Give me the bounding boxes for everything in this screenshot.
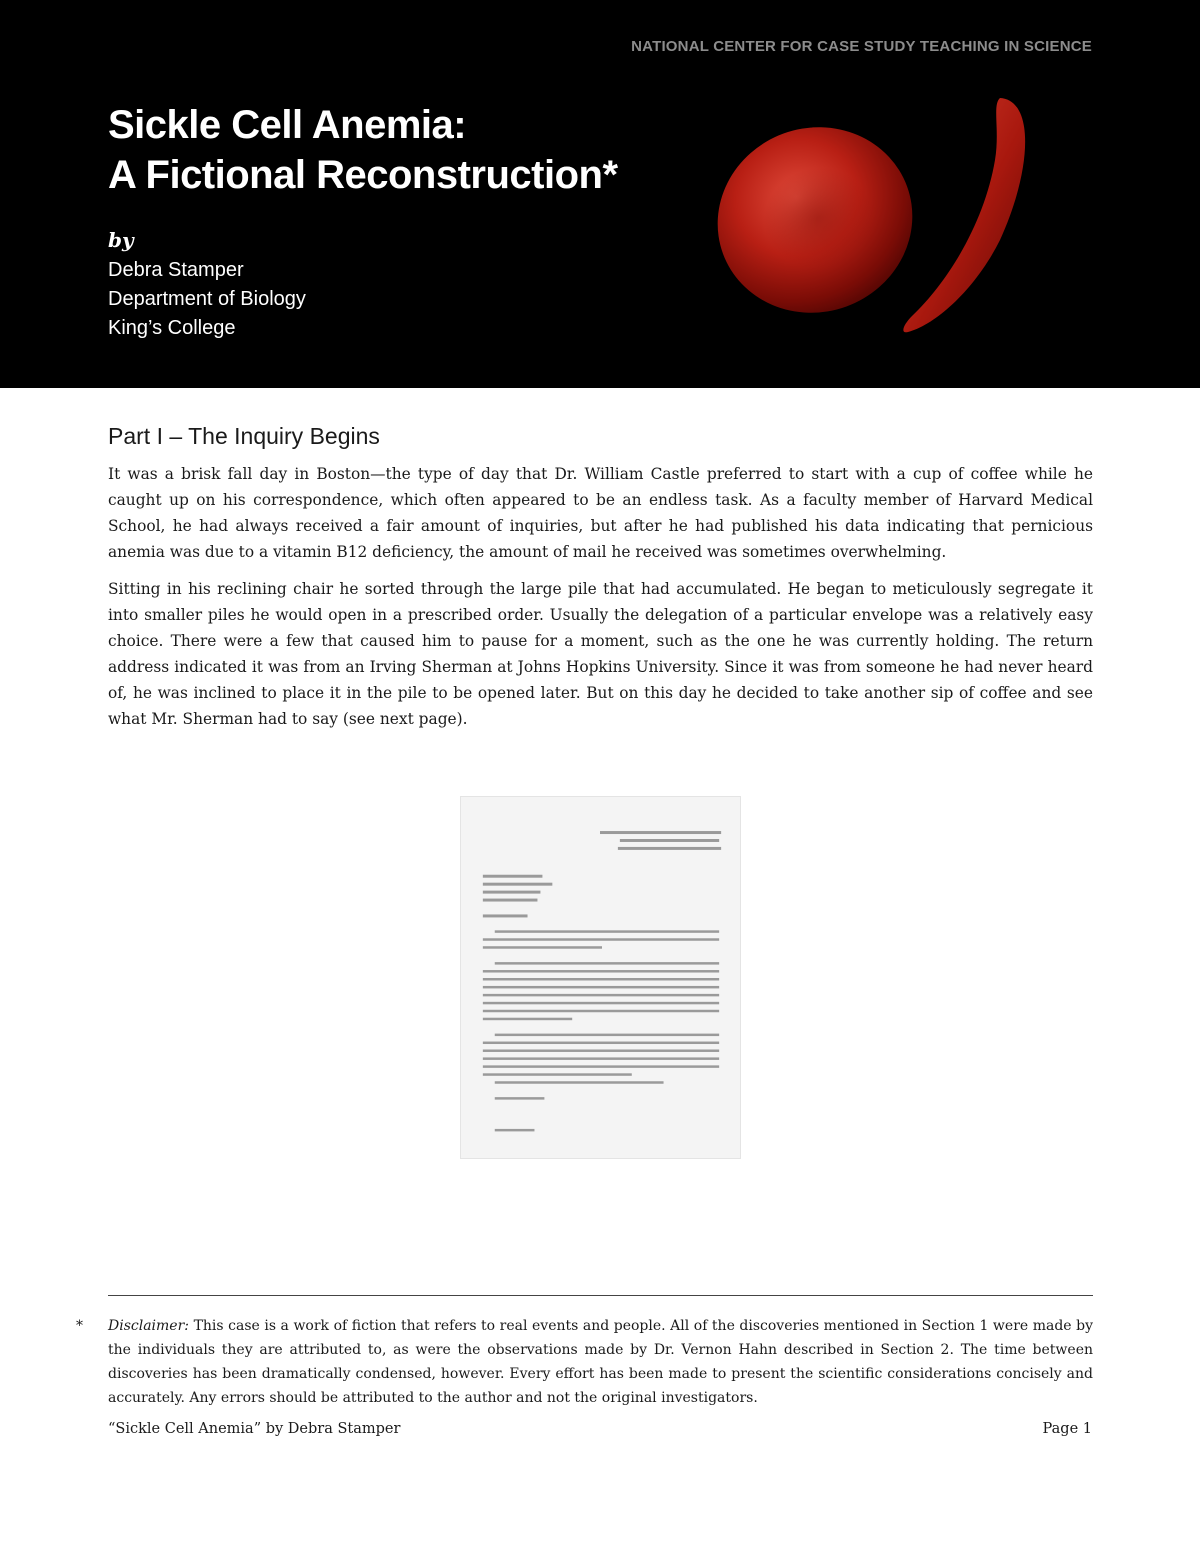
letter-scan-image bbox=[460, 796, 741, 1159]
disclaimer-label: Disclaimer: bbox=[108, 1318, 189, 1334]
author-name: Debra Stamper bbox=[108, 259, 244, 281]
document-title bbox=[108, 100, 728, 200]
title-line-1: Sickle Cell Anemia: bbox=[108, 103, 467, 147]
author-institution: King’s College bbox=[108, 317, 236, 339]
footnote-divider bbox=[108, 1295, 1093, 1296]
author-block bbox=[108, 256, 306, 343]
author-department: Department of Biology bbox=[108, 288, 306, 310]
title-line-2: A Fictional Reconstruction* bbox=[108, 153, 618, 197]
page-number: Page 1 bbox=[1042, 1421, 1092, 1437]
header-banner bbox=[0, 0, 1200, 388]
body-paragraph-2: Sitting in his reclining chair he sorted through the large pile that had accumulated. He began to meticulously segregate it into smaller piles he would open in a prescribed order. Usually the delegation of a particular envelope was a relatively easy choice. There were a few that caused him to pause for a moment, such as the one he was currently holding. The return address indicated it was from an Irving Sherman at Johns Hopkins University. Since it was from someone he had never heard of, he was inclined to place it in the pile to be opened later. But on this day he decided to take another sip of coffee and see what Mr. Sherman had to say (see next page). bbox=[108, 580, 1093, 728]
sickle-blood-cell bbox=[903, 98, 1025, 332]
body-paragraph-1: It was a brisk fall day in Boston—the type of day that Dr. William Castle preferred to start with a cup of coffee while he caught up on his correspondence, which often appeared to be an endless task. As a faculty member of Harvard Medical School, he had always received a fair amount of inquiries, but after he had published his data indicating that pernicious anemia was due to a vitamin B12 deficiency, the amount of mail he received was sometimes overwhelming. bbox=[108, 465, 1093, 561]
organization-name: NATIONAL CENTER FOR CASE STUDY TEACHING IN SCIENCE bbox=[631, 38, 1092, 55]
section-heading: Part I – The Inquiry Begins bbox=[108, 423, 380, 449]
disclaimer-footnote bbox=[76, 1314, 1094, 1410]
footer-citation: “Sickle Cell Anemia” by Debra Stamper bbox=[108, 1421, 401, 1437]
footnote-marker: * bbox=[76, 1318, 83, 1334]
red-blood-cells-image bbox=[700, 80, 1080, 360]
disclaimer-text: This case is a work of fiction that refers to real events and people. All of the discoveries mentioned in Section 1 were made by the individuals they are attributed to, as were the observations made by Dr. Vernon Hahn described in Section 2. The time between discoveries has been dramatically condensed, however. Every effort has been made to present the scientific considerations concisely and accurately. Any errors should be attributed to the author and not the original investigators. bbox=[108, 1318, 1094, 1406]
normal-blood-cell bbox=[700, 100, 939, 340]
byline: by bbox=[108, 228, 134, 252]
